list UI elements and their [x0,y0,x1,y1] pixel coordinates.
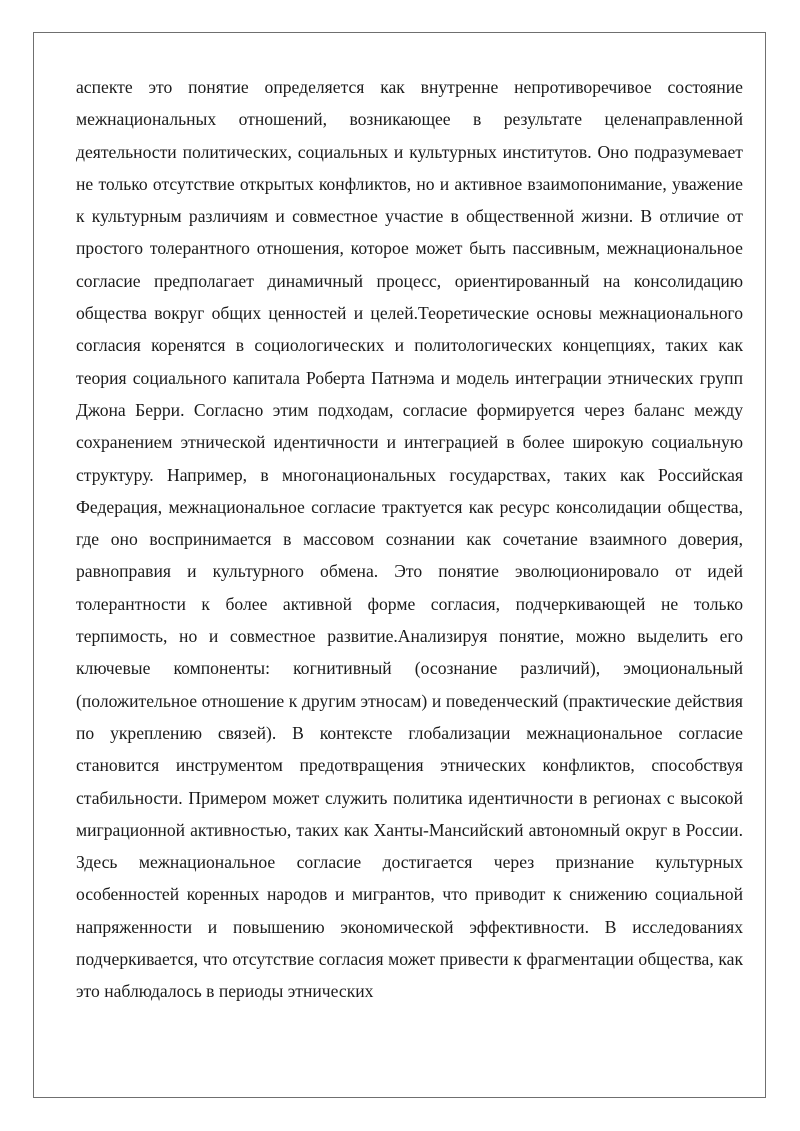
body-paragraph: аспекте это понятие определяется как внутренне непротиворечивое состояние межнациональных отношений, возникающее в результате целенаправленной деятельности политических, социальных и культурных институтов. Оно подразумевает не только отсутствие открытых конфликтов, но и активное взаимопонимание, уважение к культурным различиям и совместное участие в общественной жизни. В отличие от простого толерантного отношения, которое может быть пассивным, межнациональное согласие предполагает динамичный процесс, ориентированный на консолидацию общества вокруг общих ценностей и целей.Теоретические основы межнационального согласия коренятся в социологических и политологических концепциях, таких как теория социального капитала Роберта Патнэма и модель интеграции этнических групп Джона Берри. Согласно этим подходам, согласие формируется через баланс между сохранением этнической идентичности и интеграцией в более широкую социальную структуру. Например, в многонациональных государствах, таких как Российская Федерация, межнациональное согласие трактуется как ресурс консолидации общества, где оно воспринимается в массовом сознании как сочетание взаимного доверия, равноправия и культурного обмена. Это понятие эволюционировало от идей толерантности к более активной форме согласия, подчеркивающей не только терпимость, но и совместное развитие.Анализируя понятие, можно выделить его ключевые компоненты: когнитивный (осознание различий), эмоциональный (положительное отношение к другим этносам) и поведенческий (практические действия по укреплению связей). В контексте глобализации межнациональное согласие становится инструментом предотвращения этнических конфликтов, способствуя стабильности. Примером может служить политика идентичности в регионах с высокой миграционной активностью, таких как Ханты-Мансийский автономный округ в России. Здесь межнациональное согласие достигается через признание культурных особенностей коренных народов и мигрантов, что приводит к снижению социальной напряженности и повышению экономической эффективности. В исследованиях подчеркивается, что отсутствие согласия может привести к фрагментации общества, как это наблюдалось в периоды этнических [76,77,743,1002]
page-frame [33,32,766,1098]
